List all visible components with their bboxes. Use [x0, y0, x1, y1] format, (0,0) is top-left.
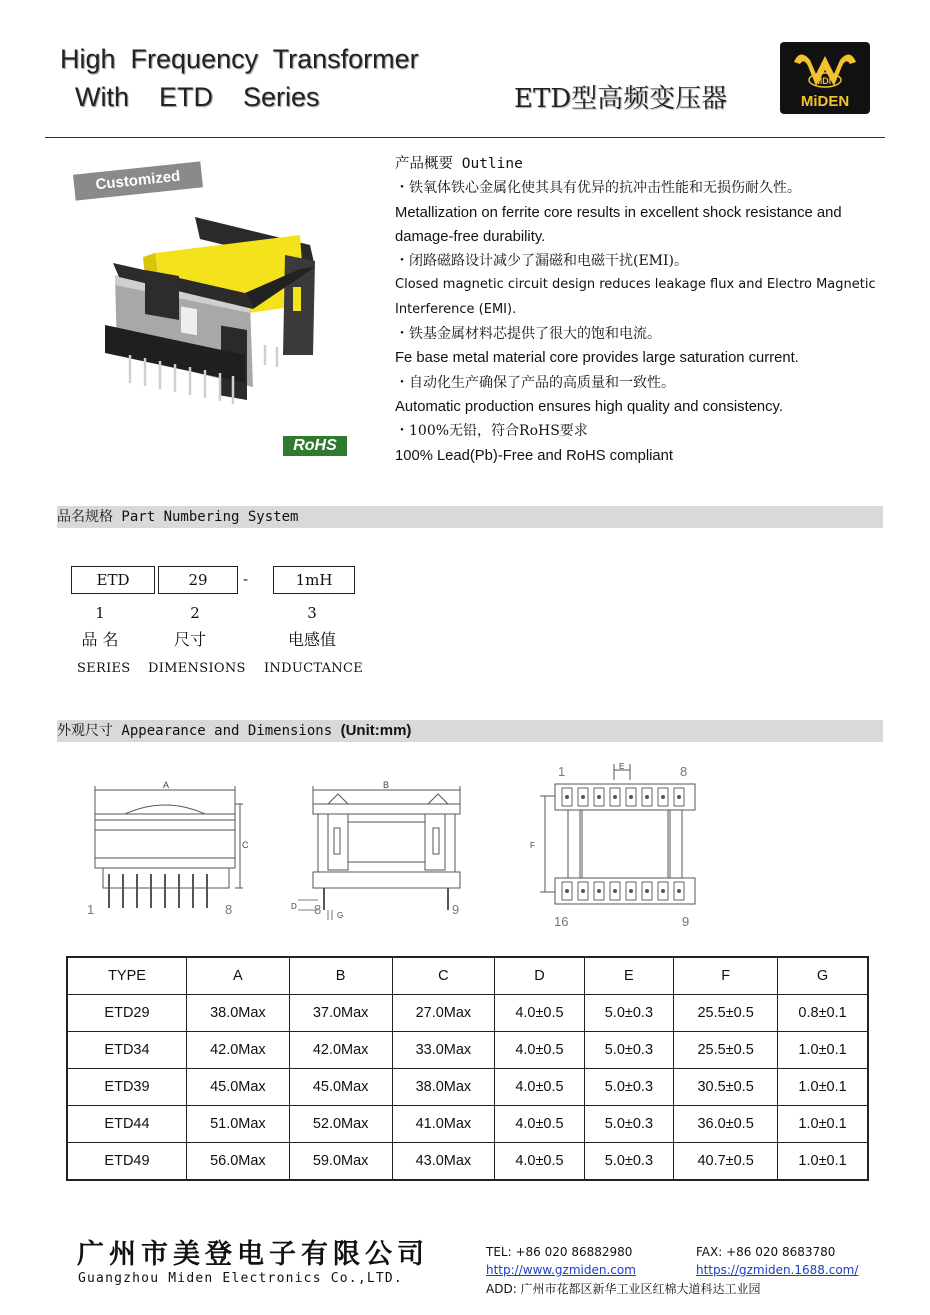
logo-name: MiDEN — [800, 93, 850, 110]
footer-tel: TEL: +86 020 86882980 — [486, 1245, 633, 1259]
table-cell: 45.0Max — [187, 1069, 290, 1106]
table-cell: 43.0Max — [392, 1143, 495, 1181]
appearance-bar — [57, 720, 883, 742]
header-divider — [45, 137, 885, 138]
appearance-title-en: Appearance and Dimensions — [113, 723, 341, 739]
bottom-pin-8-label: 8 — [680, 764, 688, 779]
table-row — [67, 1069, 868, 1106]
outline-line: Automatic production ensures high quality and consistency. — [395, 398, 783, 415]
outline-line: ・自动化生产确保了产品的高质量和一致性。 — [395, 374, 675, 391]
page-title — [60, 40, 419, 116]
customized-badge: Customized — [73, 161, 203, 200]
col-d: D — [495, 957, 584, 995]
table-cell: 4.0±0.5 — [495, 1106, 584, 1143]
table-cell: 51.0Max — [187, 1106, 290, 1143]
table-cell: 5.0±0.3 — [584, 1032, 673, 1069]
appearance-title-cn: 外观尺寸 — [57, 723, 113, 739]
table-cell: 40.7±0.5 — [674, 1143, 778, 1181]
table-cell: 4.0±0.5 — [495, 1069, 584, 1106]
bottom-pin-16-label: 16 — [554, 914, 569, 929]
col-b: B — [289, 957, 392, 995]
dimensions-table — [66, 956, 869, 1181]
table-row — [67, 1106, 868, 1143]
table-row — [67, 1032, 868, 1069]
table-row — [67, 995, 868, 1032]
table-row — [67, 1143, 868, 1181]
dim-e-label: E — [619, 762, 625, 771]
table-cell: 5.0±0.3 — [584, 1143, 673, 1181]
part-numbering-title-cn: 品名规格 — [57, 509, 113, 525]
table-cell: 1.0±0.1 — [778, 1106, 868, 1143]
table-cell: 56.0Max — [187, 1143, 290, 1181]
part-dash: - — [243, 570, 249, 588]
outline-line: ・铁氧体铁心金属化使其具有优异的抗冲击性能和无损伤耐久性。 — [395, 180, 801, 197]
table-cell: 37.0Max — [289, 995, 392, 1032]
outline-line: ・100%无铅，符合RoHS要求 — [395, 423, 588, 440]
part-label-en-dimension: DIMENSIONS — [148, 661, 246, 676]
dim-a-label: A — [163, 780, 170, 790]
part-label-en-series: SERIES — [77, 661, 131, 676]
part-number-2: 2 — [190, 604, 200, 622]
side-pin-9-label: 9 — [452, 902, 460, 917]
table-cell: 4.0±0.5 — [495, 1032, 584, 1069]
dim-b-label: B — [383, 780, 390, 790]
table-cell: 4.0±0.5 — [495, 1143, 584, 1181]
table-cell: 41.0Max — [392, 1106, 495, 1143]
dim-g-label: G — [337, 911, 344, 920]
table-cell: ETD29 — [67, 995, 187, 1032]
table-cell: 5.0±0.3 — [584, 1069, 673, 1106]
part-label-cn-dimension: 尺寸 — [173, 630, 206, 649]
outline-line: ・铁基金属材料芯提供了很大的饱和电流。 — [395, 326, 661, 343]
table-cell: 1.0±0.1 — [778, 1069, 868, 1106]
company-name-en: Guangzhou Miden Electronics Co.,LTD. — [78, 1271, 403, 1286]
col-g: G — [778, 957, 868, 995]
dim-f-label: F — [530, 841, 535, 850]
outline-title: 产品概要 Outline — [395, 156, 523, 172]
table-cell: 1.0±0.1 — [778, 1143, 868, 1181]
title-line-2: With ETD Series — [60, 82, 320, 112]
part-number-1: 1 — [95, 604, 105, 622]
part-label-cn-series: 品 名 — [81, 630, 119, 649]
table-cell: 36.0±0.5 — [674, 1106, 778, 1143]
part-label-cn-inductance: 电感值 — [287, 630, 336, 649]
table-cell: 1.0±0.1 — [778, 1032, 868, 1069]
page-title-cn: ETD型高频变压器 — [514, 84, 728, 114]
rohs-badge: RoHS — [283, 436, 347, 456]
table-cell: 45.0Max — [289, 1069, 392, 1106]
table-cell: 25.5±0.5 — [674, 1032, 778, 1069]
part-numbering-title-en: Part Numbering System — [113, 509, 299, 525]
company-logo — [780, 42, 870, 114]
product-image — [105, 205, 325, 415]
table-cell: 59.0Max — [289, 1143, 392, 1181]
bottom-pin-9-label: 9 — [682, 914, 690, 929]
outline-line: Closed magnetic circuit design reduces leakage flux and Electro Magnetic Interference (EMI). — [395, 277, 876, 317]
part-numbering-bar — [57, 506, 883, 528]
table-header-row — [67, 957, 868, 995]
company-name-cn: 广州市美登电子有限公司 — [77, 1239, 429, 1270]
table-cell: ETD39 — [67, 1069, 187, 1106]
part-number-3: 3 — [307, 604, 317, 622]
footer-address: ADD: 广州市花都区新华工业区红棉大道科达工业园 — [486, 1282, 761, 1296]
appearance-unit: (Unit:mm) — [340, 722, 412, 739]
bottom-pin-1-label: 1 — [558, 764, 566, 779]
table-cell: 25.5±0.5 — [674, 995, 778, 1032]
col-e: E — [584, 957, 673, 995]
outline-line: ・闭路磁路设计减少了漏磁和电磁干扰(EMI)。 — [395, 253, 689, 270]
table-cell: ETD44 — [67, 1106, 187, 1143]
col-a: A — [187, 957, 290, 995]
col-type: TYPE — [67, 957, 187, 995]
table-cell: 5.0±0.3 — [584, 995, 673, 1032]
table-cell: 38.0Max — [392, 1069, 495, 1106]
part-box-inductance: 1mH — [273, 566, 355, 594]
dim-c-label: C — [242, 840, 249, 850]
part-box-dimension: 29 — [158, 566, 238, 594]
table-cell: 42.0Max — [289, 1032, 392, 1069]
title-line-1: High Frequency Transformer — [60, 44, 419, 74]
outline-line: 100% Lead(Pb)-Free and RoHS compliant — [395, 447, 673, 464]
pin-8-label: 8 — [225, 902, 233, 917]
dim-d-label: D — [291, 902, 297, 911]
table-cell: 27.0Max — [392, 995, 495, 1032]
table-cell: 38.0Max — [187, 995, 290, 1032]
table-cell: 33.0Max — [392, 1032, 495, 1069]
side-pin-8-label: 8 — [314, 902, 322, 917]
table-cell: ETD34 — [67, 1032, 187, 1069]
website-link[interactable]: http://www.gzmiden.com — [486, 1263, 636, 1277]
table-cell: 30.5±0.5 — [674, 1069, 778, 1106]
table-cell: 52.0Max — [289, 1106, 392, 1143]
outline-section — [395, 152, 885, 468]
bottom-view-drawing — [520, 760, 720, 932]
table-cell: 0.8±0.1 — [778, 995, 868, 1032]
outline-line: Metallization on ferrite core results in excellent shock resistance and damage-free durability. — [395, 204, 842, 245]
table-cell: 42.0Max — [187, 1032, 290, 1069]
table-cell: 4.0±0.5 — [495, 995, 584, 1032]
outline-line: Fe base metal material core provides large saturation current. — [395, 350, 799, 367]
pin-1-label: 1 — [87, 902, 95, 917]
table-cell: 5.0±0.3 — [584, 1106, 673, 1143]
part-box-series: ETD — [71, 566, 155, 594]
logo-mark: MDN — [814, 76, 836, 86]
part-label-en-inductance: INDUCTANCE — [264, 661, 363, 676]
table-cell: ETD49 — [67, 1143, 187, 1181]
col-f: F — [674, 957, 778, 995]
side-view-drawing — [288, 778, 478, 923]
col-c: C — [392, 957, 495, 995]
front-view-drawing — [85, 778, 255, 918]
shop-link[interactable]: https://gzmiden.1688.com/ — [696, 1263, 859, 1277]
footer-fax: FAX: +86 020 8683780 — [696, 1245, 836, 1259]
